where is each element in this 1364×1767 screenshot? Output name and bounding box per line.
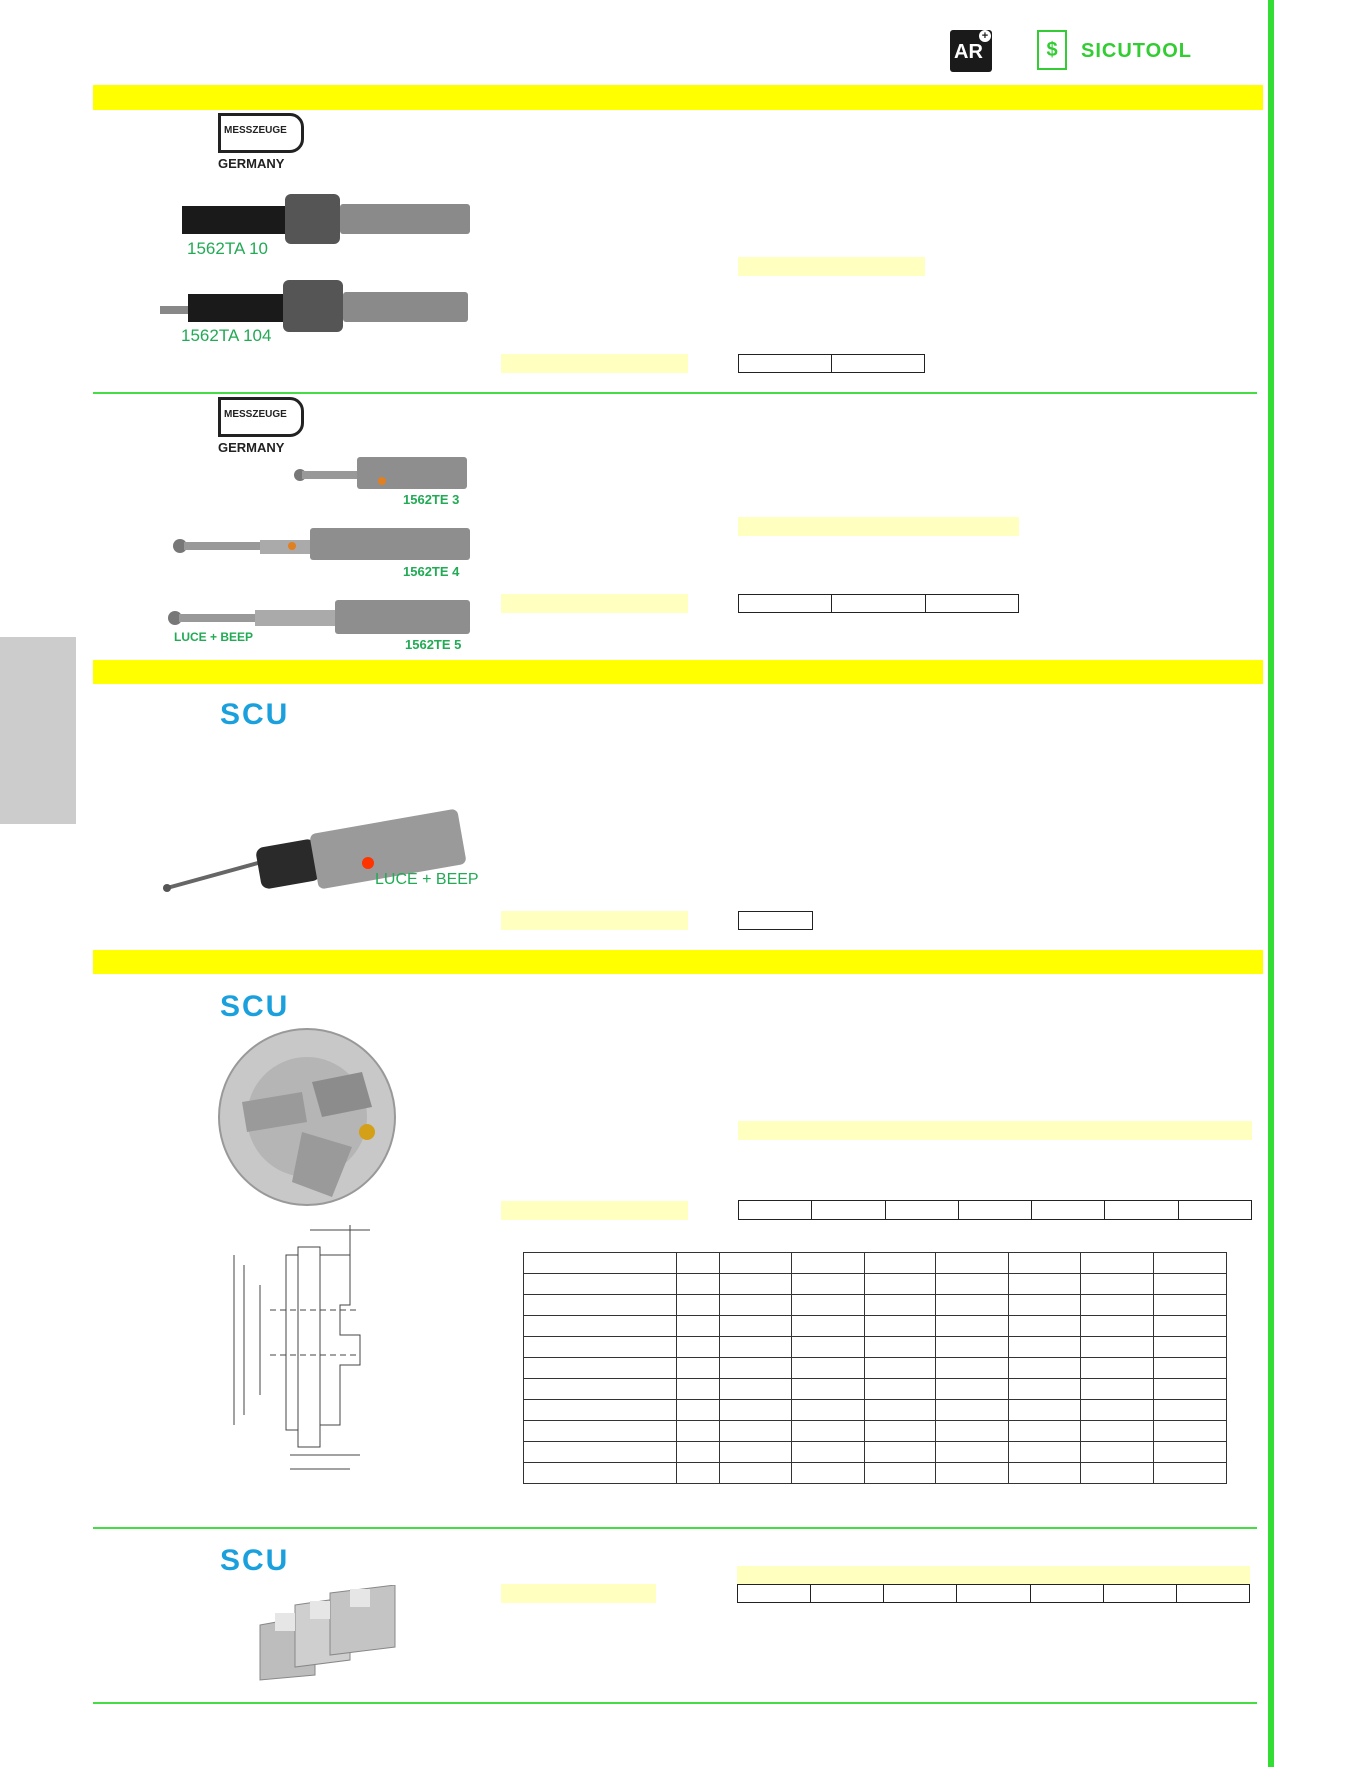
section-4-code-cells <box>738 1200 1252 1220</box>
section-1-code-label-band <box>501 354 688 373</box>
scu-logo-3: SCU <box>220 698 290 731</box>
sicutool-emblem-icon: $ <box>1037 30 1067 70</box>
tool-label-1562ta104: 1562TA 104 <box>181 326 272 345</box>
section-3-header-band <box>93 660 1263 684</box>
section-3-code-label-band <box>501 911 688 930</box>
chuck-dimensions-table <box>523 1252 1227 1484</box>
table-row <box>524 1295 1227 1316</box>
luce-beep-label-te5: LUCE + BEEP <box>174 630 254 644</box>
section-1-header-band <box>93 85 1263 110</box>
section-5-divider <box>93 1702 1257 1704</box>
lathe-chuck-image <box>212 1022 407 1217</box>
section-5-code-cells <box>737 1584 1250 1603</box>
section-2-spec-band <box>738 517 1019 536</box>
ar-logo <box>950 30 992 72</box>
sicutool-brand-text: SICUTOOL <box>1081 40 1192 62</box>
tool-label-1562ta10: 1562TA 10 <box>187 239 268 258</box>
section-5-spec-band <box>737 1566 1250 1584</box>
ar-logo-text: AR <box>954 41 983 63</box>
section-4-header-band <box>93 950 1263 974</box>
table-row <box>524 1463 1227 1484</box>
edge-finder-1562te3-image <box>292 453 472 493</box>
table-row <box>524 1358 1227 1379</box>
plus-icon: + <box>979 30 991 42</box>
tool-label-1562te5: 1562TE 5 <box>405 637 462 652</box>
scu-logo-4: SCU <box>220 990 290 1023</box>
edge-finder-1562te4-image <box>170 524 475 564</box>
section-2-code-label-band <box>501 594 688 613</box>
section-4-divider <box>93 1527 1257 1529</box>
mb-logo-1 <box>218 113 306 171</box>
tool-label-1562te4: 1562TE 4 <box>403 564 460 579</box>
table-row <box>524 1274 1227 1295</box>
luce-beep-label-scu: LUCE + BEEP <box>375 871 479 888</box>
sicutool-logo <box>1037 30 1227 72</box>
right-accent-bar <box>1268 0 1274 1767</box>
section-1-spec-band <box>738 257 925 276</box>
section-4-code-label-band <box>501 1201 688 1220</box>
side-tab <box>0 637 76 824</box>
section-3-code-cells <box>738 911 813 930</box>
table-row <box>524 1421 1227 1442</box>
section-1-divider <box>93 392 1257 394</box>
chuck-dimensions-table-body <box>524 1253 1227 1484</box>
tool-label-1562te3: 1562TE 3 <box>403 492 460 507</box>
chuck-jaws-image <box>255 1585 405 1685</box>
table-row <box>524 1379 1227 1400</box>
section-5-code-label-band <box>501 1584 656 1603</box>
mb-logo-1-bottom-text: GERMANY <box>218 156 285 171</box>
section-1-code-cells <box>738 354 925 373</box>
mb-logo-2 <box>218 397 306 455</box>
table-row <box>524 1316 1227 1337</box>
table-row <box>524 1337 1227 1358</box>
scu-logo-5: SCU <box>220 1544 290 1577</box>
section-4-spec-band <box>738 1121 1252 1140</box>
mb-logo-1-top-text: MESSZEUGE <box>224 125 287 136</box>
table-row <box>524 1442 1227 1463</box>
chuck-technical-drawing <box>230 1225 395 1475</box>
section-2-code-cells <box>738 594 1019 613</box>
table-row <box>524 1400 1227 1421</box>
table-row <box>524 1253 1227 1274</box>
mb-logo-2-top-text: MESSZEUGE <box>224 409 287 420</box>
mb-logo-2-bottom-text: GERMANY <box>218 440 285 455</box>
